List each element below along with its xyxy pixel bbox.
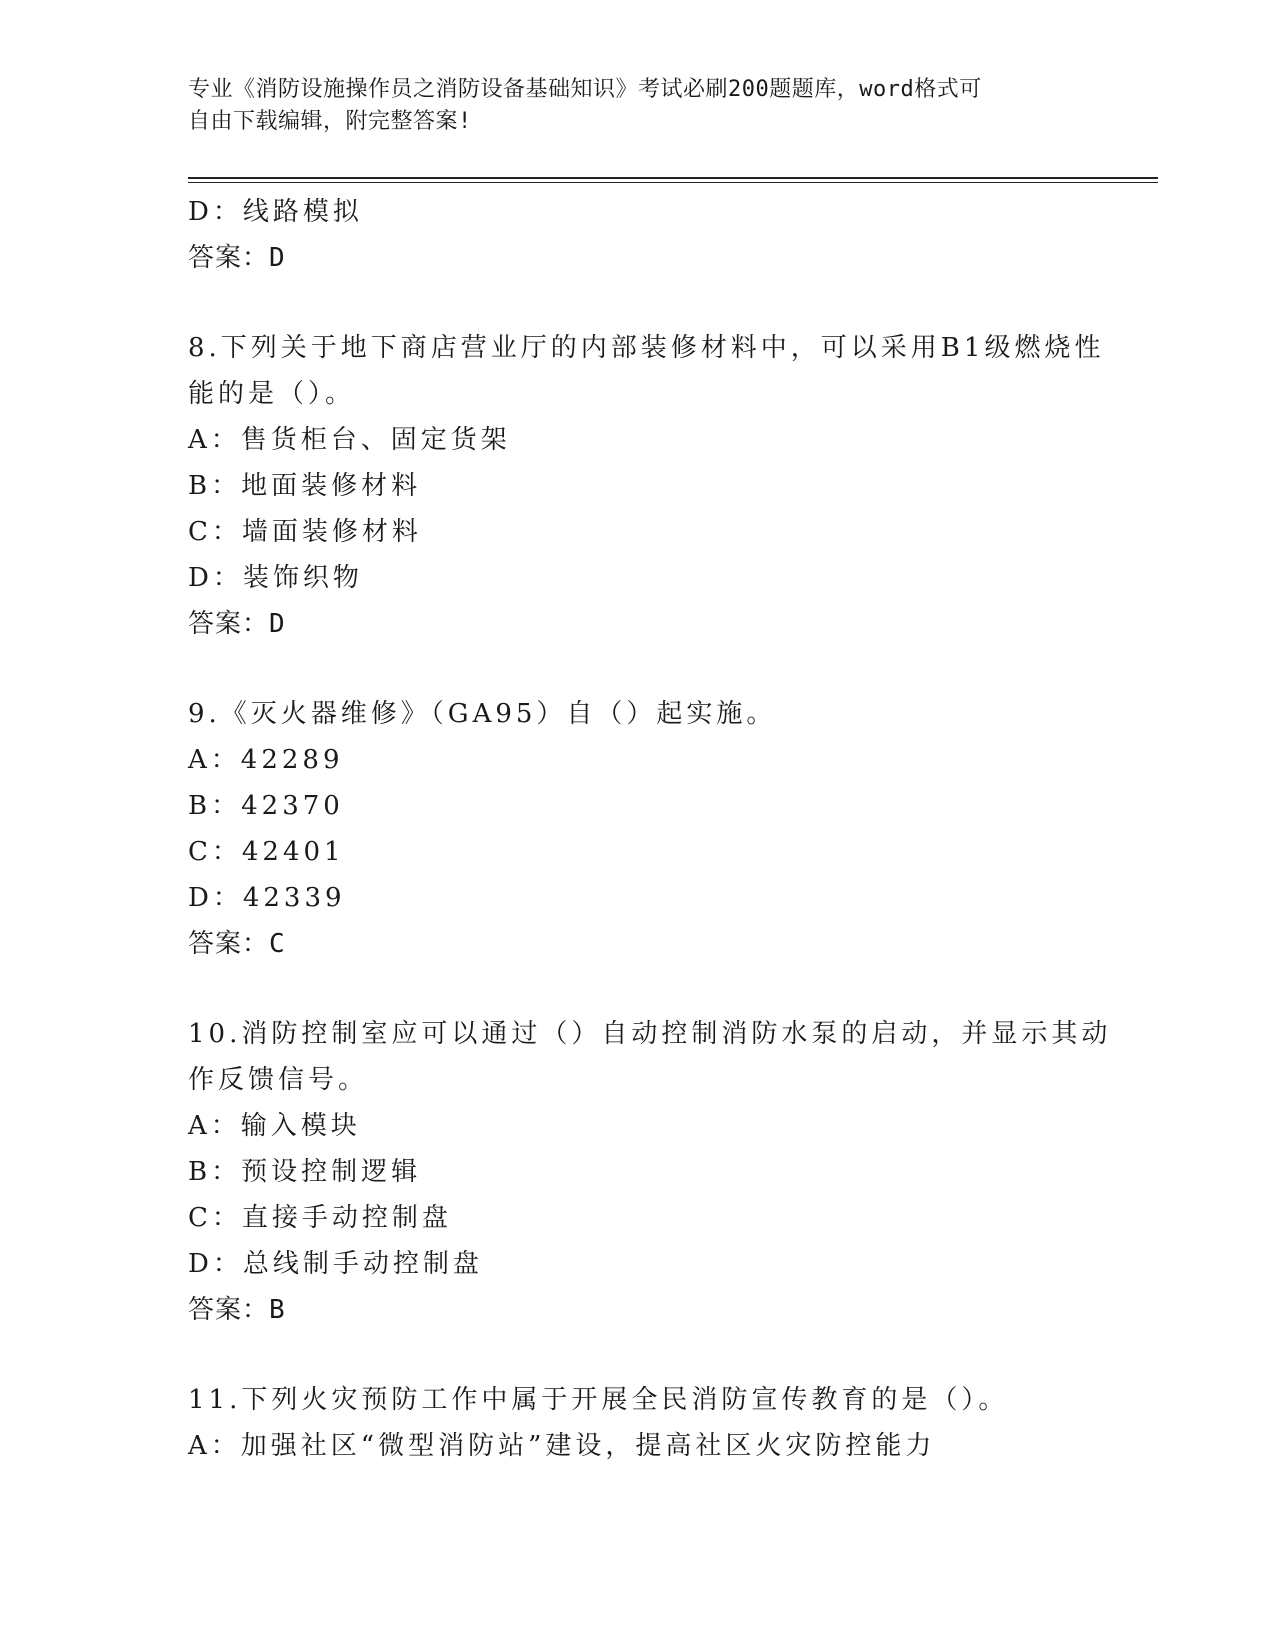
option-d: D：线路模拟	[188, 197, 363, 227]
option-a: A：42289	[188, 745, 344, 775]
answer-label: 答案：	[188, 243, 270, 273]
option-d: D：42339	[188, 883, 346, 913]
answer-line	[188, 921, 1088, 967]
option-c: C：墙面装修材料	[188, 517, 422, 547]
answer-line	[188, 235, 1088, 281]
question-9	[188, 691, 1088, 967]
answer-label: 答案：	[188, 1295, 270, 1325]
question-8	[188, 325, 1105, 647]
option-b: B：地面装修材料	[188, 471, 422, 501]
answer-line	[188, 601, 1088, 647]
question-stem: 8.下列关于地下商店营业厅的内部装修材料中，可以采用B1级燃烧性	[188, 333, 1105, 363]
answer-value: D	[269, 243, 286, 273]
option-d: D：装饰织物	[188, 563, 363, 593]
header-line-1: 专业《消防设施操作员之消防设备基础知识》考试必刷200题题库，word格式可	[188, 77, 982, 102]
option-b: B：42370	[188, 791, 344, 821]
question-stem-cont: 作反馈信号。	[188, 1065, 369, 1095]
option-a: A：输入模块	[188, 1111, 361, 1141]
question-11	[188, 1377, 1088, 1469]
answer-value: D	[269, 609, 286, 639]
question-10	[188, 1011, 1112, 1333]
answer-value: B	[269, 1295, 286, 1325]
question-list	[188, 189, 1112, 1469]
question-stem-cont: 能的是（）。	[188, 379, 356, 409]
answer-label: 答案：	[188, 929, 270, 959]
option-b: B：预设控制逻辑	[188, 1157, 422, 1187]
answer-value: C	[269, 929, 286, 959]
answer-label: 答案：	[188, 609, 270, 639]
option-d: D：总线制手动控制盘	[188, 1249, 483, 1279]
question-stem: 10.消防控制室应可以通过（）自动控制消防水泵的启动，并显示其动	[188, 1019, 1112, 1049]
answer-line	[188, 1287, 1088, 1333]
page-header	[188, 74, 1088, 138]
option-c: C：42401	[188, 837, 345, 867]
header-divider	[188, 177, 1158, 183]
option-a: A：加强社区“微型消防站”建设，提高社区火灾防控能力	[188, 1431, 936, 1461]
question-stem: 11.下列火灾预防工作中属于开展全民消防宣传教育的是（）。	[188, 1385, 1009, 1415]
header-line-2: 自由下载编辑，附完整答案!	[188, 109, 472, 134]
option-c: C：直接手动控制盘	[188, 1203, 452, 1233]
option-a: A：售货柜台、固定货架	[188, 425, 511, 455]
question-stem: 9.《灭火器维修》（GA95）自（）起实施。	[188, 699, 777, 729]
